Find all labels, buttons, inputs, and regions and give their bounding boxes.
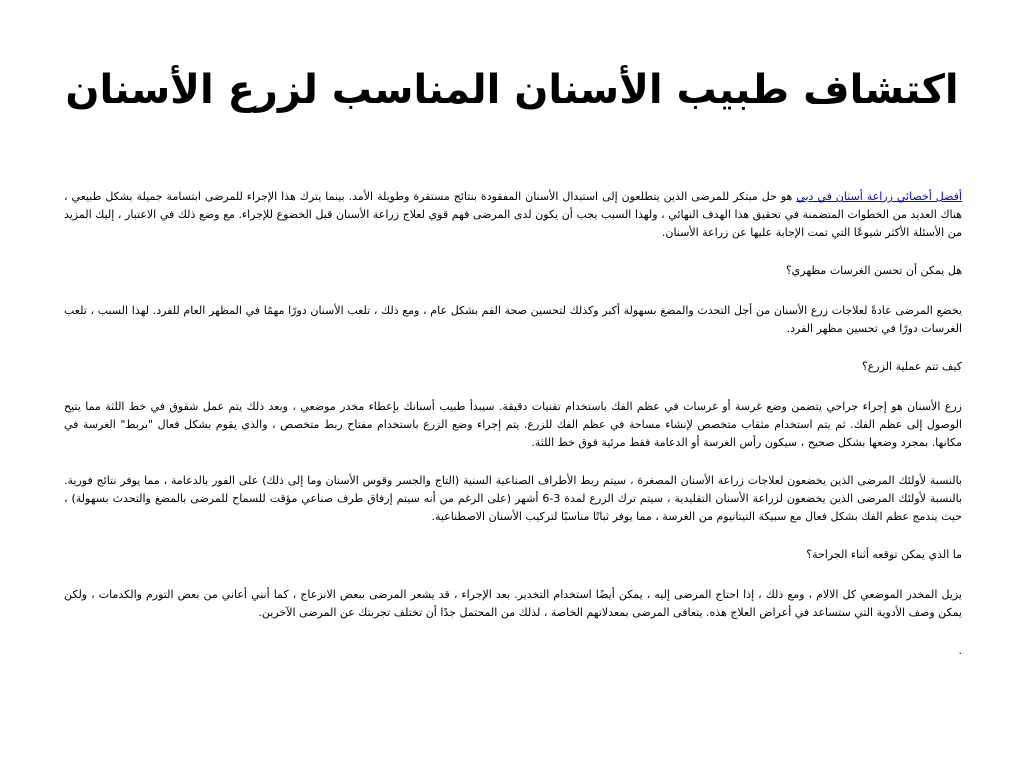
answer-procedure-continued: بالنسبة لأولئك المرضى الذين يخضعون لعلاجات زراعة الأسنان المصغرة ، سيتم ربط الأطراف الصناعية السنية (التاج والجسر وقوس الأسنان وما إلى ذلك) على الفور بالدعامة ، مما يوفر نتائج فورية. بالنسبة لأولئك المرضى الذين يخضعون لزراعة الأسنان التقليدية ، سيتم ترك الزرع لمدة 3-6 أشهر (على الرغم من أنه سيتم إرفاق طرف صناعي مؤقت للسماح للمرضى بالمضغ والتحدث بسهولة) ، حيث يندمج عظم الفك بشكل فعال مع سبيكة التيتانيوم من الغرسة ، مما يوفر ثباتًا مناسبًا لتركيب الأسنان الاصطناعية.	[64, 474, 963, 523]
question-appearance: هل يمكن أن تحسن الغرسات مظهري؟	[785, 264, 962, 277]
intro-text: هو حل مبتكر للمرضى الذين يتطلعون إلى استبدال الأسنان المفقودة بنتائج مستقرة وطويلة الأمد. بينما يترك هذا الإجراء للمرضى ابتسامة جميلة بشكل طبيعي ، هناك العديد من الخطوات المتضمنة في تحقيق هذا الهدف النهائي ، ولهذا السبب يجب أن يكون لدى المرضى فهم قوي لعلاج زراعة الأسنان قبل الخضوع للإجراء. مع وضع ذلك في الاعتبار ، إليك المزيد من الأسئلة الأكثر شيوعًا التي تمت الإجابة عليها عن زراعة الأسنان.	[64, 190, 962, 239]
trailing-dot: .	[958, 644, 962, 657]
question-procedure: كيف تتم عملية الزرع؟	[861, 360, 962, 373]
article-body	[64, 188, 962, 680]
dubai-implant-specialist-link[interactable]: أفضل أخصائي زراعة أسنان في دبي	[796, 190, 962, 203]
page-title: اكتشاف طبيب الأسنان المناسب لزرع الأسنان	[65, 67, 959, 113]
question-surgery-expectations: ما الذي يمكن توقعه أثناء الجراحة؟	[806, 548, 962, 561]
intro-paragraph	[64, 188, 962, 242]
answer-appearance: يخضع المرضى عادةً لعلاجات زرع الأسنان من أجل التحدث والمضغ بسهولة أكبر وكذلك لتحسين صحة الفم بشكل عام ، ومع ذلك ، تلعب الأسنان دورًا مهمًا في المظهر العام للفرد. لهذا السبب ، تلعب الغرسات دورًا في تحسين مظهر الفرد.	[64, 304, 962, 335]
answer-surgery-expectations: يزيل المخدر الموضعي كل الالام ، ومع ذلك ، إذا احتاج المرضى إليه ، يمكن أيضًا استخدام التخدير. بعد الإجراء ، قد يشعر المرضى ببعض الانزعاج ، كما أنني أعاني من بعض التورم والكدمات ، ولكن يمكن وصف الأدوية التي ستساعد في أعراض العلاج هذه. يتعافى المرضى بمعدلاتهم الخاصة ، لذلك من المحتمل جدًا أن تختلف تجربتك عن المرضى الآخرين.	[64, 588, 962, 619]
answer-procedure: زرع الأسنان هو إجراء جراحي يتضمن وضع غرسة أو غرسات في عظم الفك باستخدام تقنيات دقيقة. سيبدأ طبيب أسنانك بإعطاء مخدر موضعي ، وبعد ذلك يتم عمل شقوق في خط اللثة مما يتيح الوصول إلى عظم الفك. ثم يتم استخدام مثقاب متخصص لإنشاء مساحة في عظم الفك للزرع. يتم إجراء وضع الزرع باستخدام مفتاح ربط متخصص ، والذي يقوم بشكل فعال "بربط" الغرسة في مكانها. بمجرد وضعها بشكل صحيح ، سيكون رأس الغرسة أو الدعامة فقط مرئية فوق خط اللثة.	[64, 400, 962, 449]
